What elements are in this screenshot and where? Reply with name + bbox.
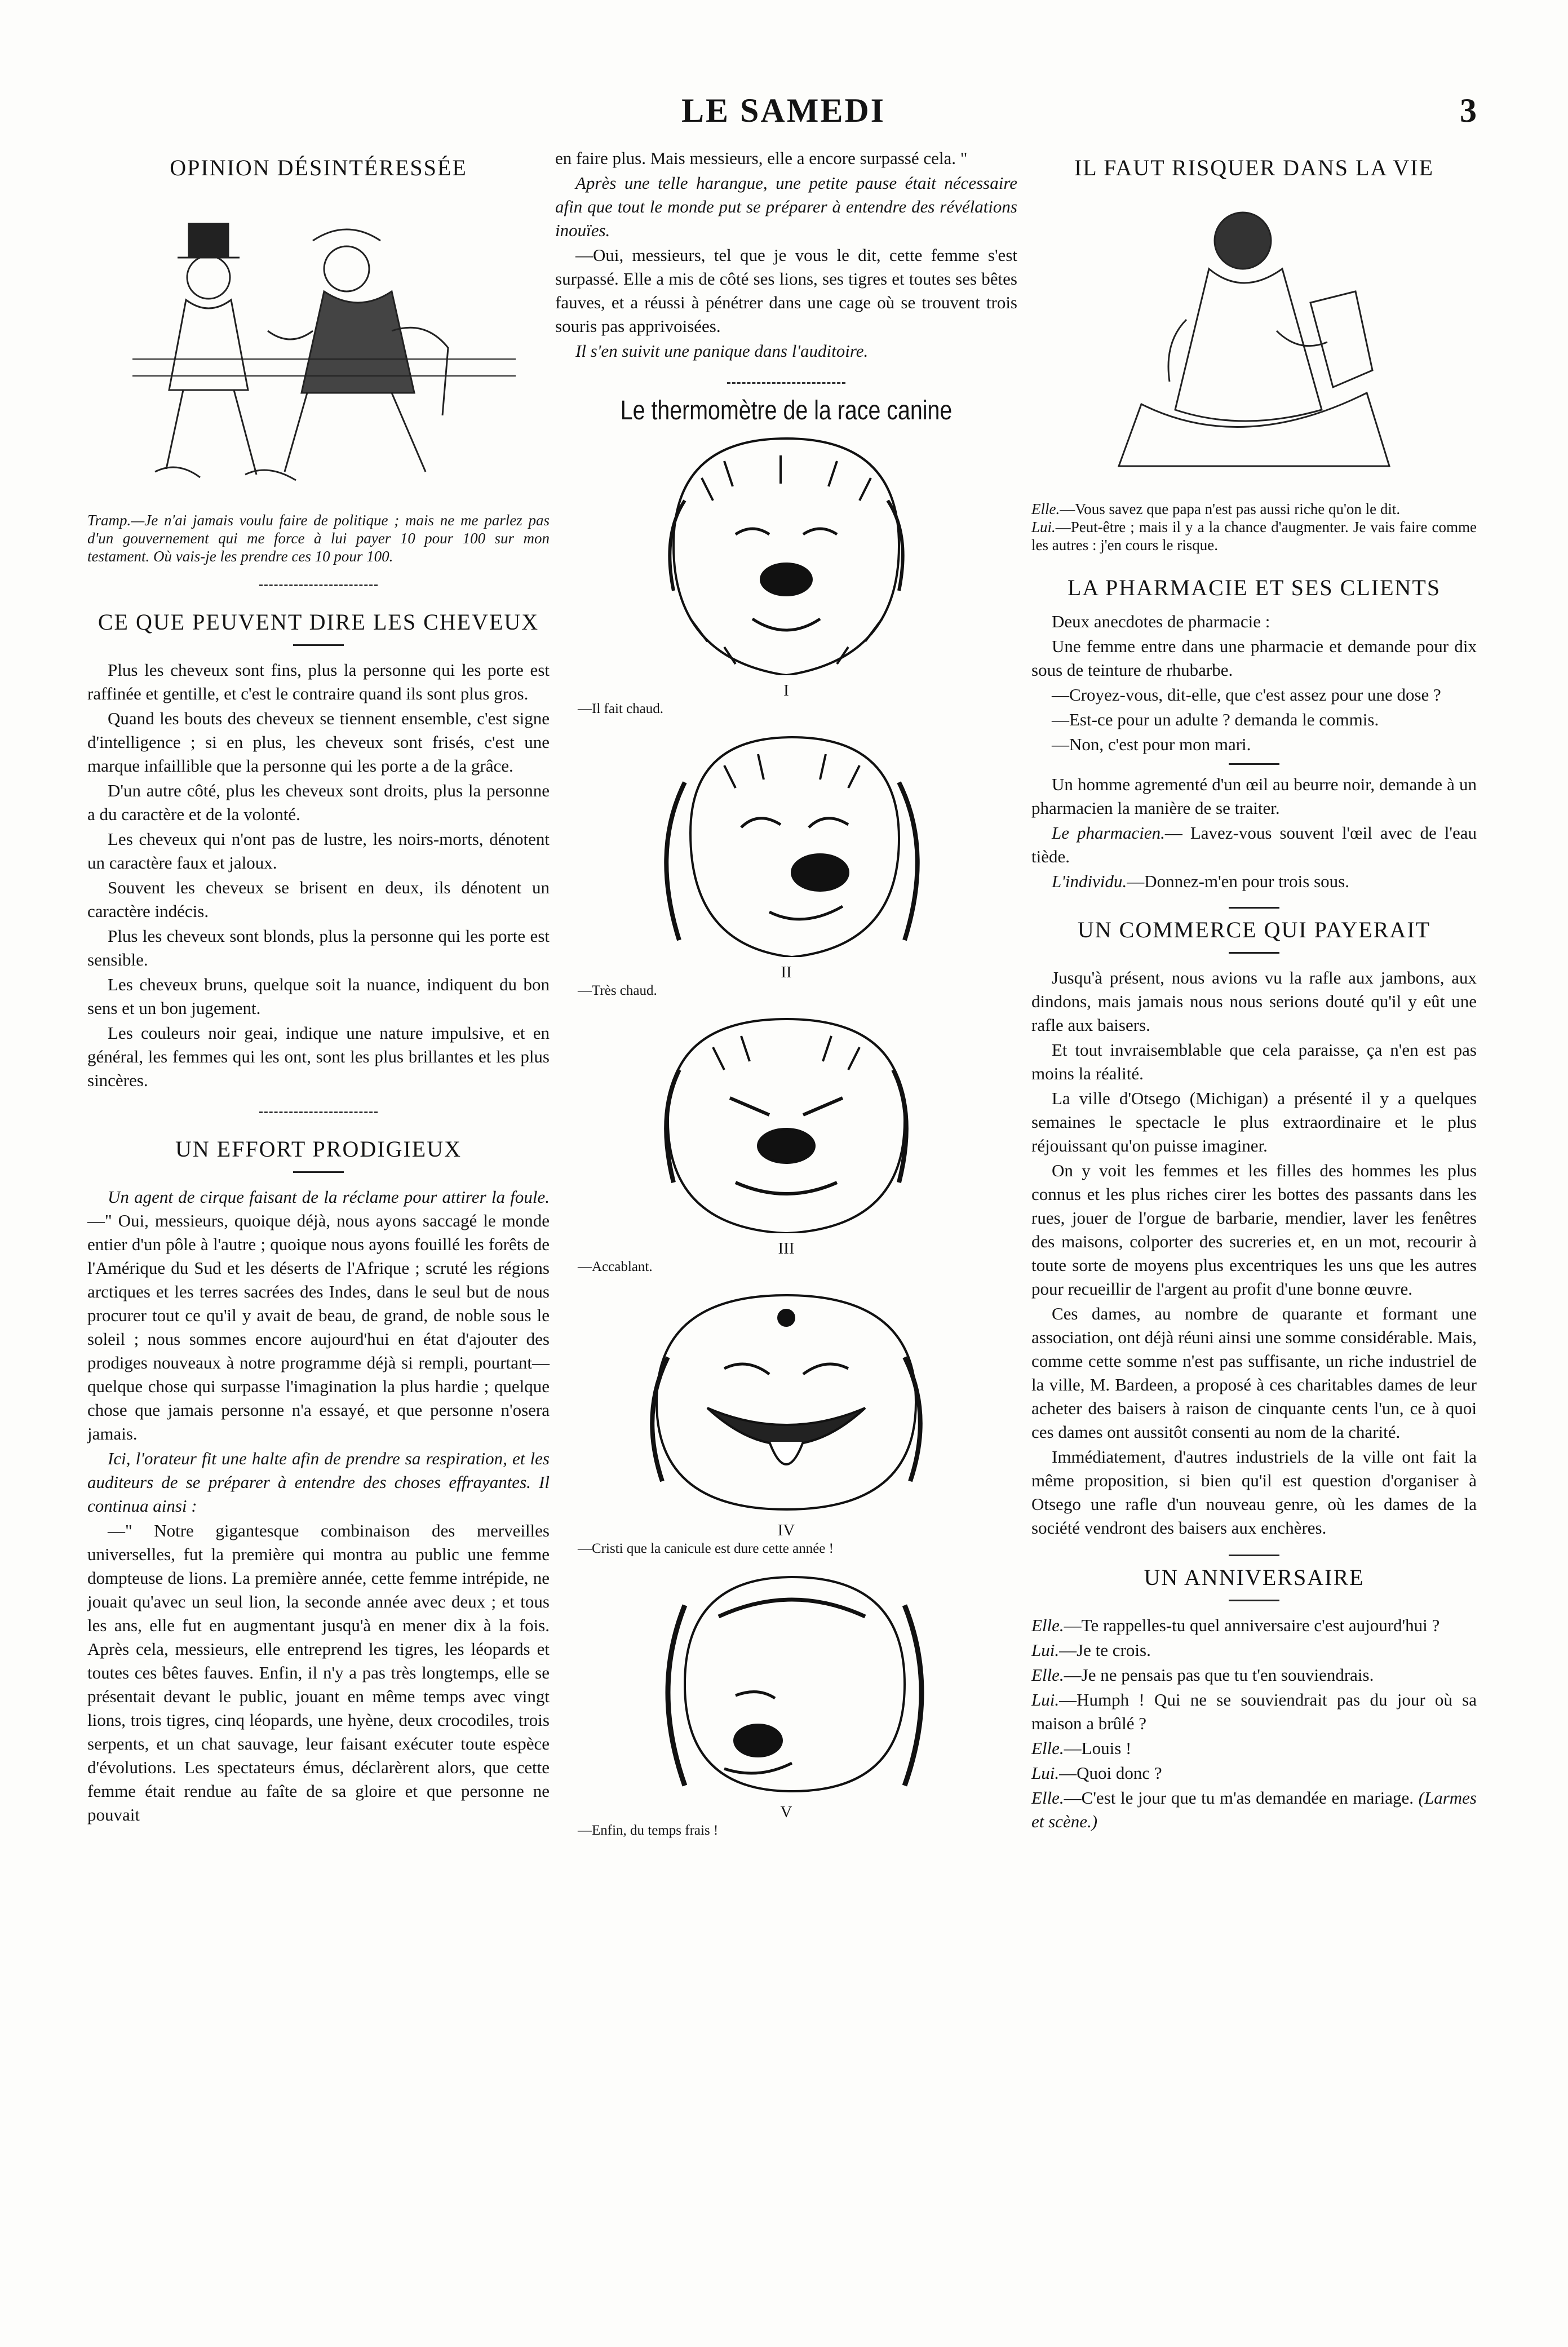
heading-cheveux: CE QUE PEUVENT DIRE LES CHEVEUX	[98, 609, 539, 635]
dog-caption: —Enfin, du temps frais !	[578, 1823, 719, 1838]
text: —Vous savez que papa n'est pas aussi riche qu'on le dit.	[1060, 501, 1401, 517]
paragraph: Jusqu'à présent, nous avions vu la rafle aux jambons, aux dindons, mais jamais nous nous serions douté qu'il y eût une rafle aux baisers.	[1031, 968, 1477, 1035]
newspaper-title: LE SAMEDI	[681, 92, 886, 129]
dog-panel-1	[555, 433, 1017, 717]
dog-caption: —Accablant.	[578, 1259, 653, 1274]
column-3	[1031, 147, 1477, 1835]
paragraph: La ville d'Otsego (Michigan) a présenté il y a quelques semaines le spectacle le plus extraordinaire et le plus réjouissant qu'on puisse imaginer.	[1031, 1088, 1477, 1155]
section-divider	[259, 1111, 378, 1113]
column-1	[87, 147, 550, 1828]
text: — Lavez-vous souvent l'œil avec de l'eau tiède.	[1031, 823, 1477, 866]
effort-article	[87, 1185, 550, 1827]
commerce-article	[1031, 966, 1477, 1540]
pharmacie-article	[1031, 610, 1477, 893]
paragraph: On y voit les femmes et les filles des hommes les plus connus et les plus riches cirer les bottes des passants dans les rues, jouer de l'orgue de barbarie, mendier, laver les fenêtres des maisons, colporter des sucreries et, en un mot, recourir à toute sorte de moyens plus excentriques les uns que les autres pour recueillir de l'argent au profit d'une bonne œuvre.	[1031, 1161, 1477, 1299]
speaker: Elle.	[1031, 1665, 1064, 1685]
paragraph: en faire plus. Mais messieurs, elle a encore surpassé cela. "	[555, 148, 968, 168]
dog-caption: —Cristi que la canicule est dure cette année !	[578, 1541, 834, 1556]
dog-numeral: I	[783, 681, 789, 699]
paragraph: Une femme entre dans une pharmacie et demande pour dix sous de teinture de rhubarbe.	[1031, 636, 1477, 680]
text: —Je ne pensais pas que tu t'en souviendrais.	[1064, 1665, 1374, 1685]
caption-line	[1031, 500, 1477, 518]
heading-risquer: IL FAUT RISQUER DANS LA VIE	[1074, 155, 1434, 180]
paragraph: Deux anecdotes de pharmacie :	[1052, 612, 1270, 631]
speaker: Lui.	[1031, 1690, 1060, 1710]
dialog-line	[1031, 1663, 1477, 1687]
dialog-line	[1031, 1614, 1477, 1637]
page-number: 3	[1460, 92, 1477, 129]
speaker: Elle.	[1031, 1615, 1064, 1635]
paragraph: Les cheveux qui n'ont pas de lustre, les noirs-morts, dénotent un caractère faux et jaloux.	[87, 829, 550, 873]
caption-line	[1031, 518, 1477, 554]
paragraph: —Oui, messieurs, tel que je vous le dit, cette femme s'est surpassé. Elle a mis de côté ses lions, ses tigres et toutes ses bêtes fauves, et a réussi à pénétrer dans une cage où se trouvent trois souris pas apprivoisées.	[555, 245, 1017, 336]
divider-rule	[1229, 907, 1279, 909]
speaker: L'individu.	[1052, 871, 1127, 891]
section-divider	[727, 382, 845, 384]
speaker: Le pharmacien.	[1052, 823, 1165, 843]
text: —Quoi donc ?	[1059, 1763, 1162, 1783]
dialog-line	[1031, 1761, 1477, 1785]
paragraph: Et tout invraisemblable que cela paraisse, ça n'en est pas moins la réalité.	[1031, 1040, 1477, 1083]
dog-face-4	[555, 1290, 1017, 1515]
anniversaire-dialog	[1031, 1614, 1477, 1834]
risquer-caption	[1031, 500, 1477, 554]
paragraph: Plus les cheveux sont fins, plus la personne qui les porte est raffinée et gentille, et c'est le contraire quand ils sont plus gros.	[87, 660, 550, 703]
dialog-line	[1031, 1639, 1477, 1662]
heading-commerce: UN COMMERCE QUI PAYERAIT	[1077, 917, 1431, 942]
paragraph	[87, 1185, 550, 1446]
paragraph: Plus les cheveux sont blonds, plus la personne qui les porte est sensible.	[87, 926, 550, 969]
divider-rule	[1229, 1555, 1279, 1556]
dog-numeral: IV	[777, 1521, 795, 1539]
dog-numeral: V	[780, 1803, 792, 1821]
dog-caption: —Très chaud.	[578, 983, 657, 998]
tramp-caption	[87, 511, 550, 565]
heading-pharmacie: LA PHARMACIE ET SES CLIENTS	[1067, 575, 1441, 600]
paragraph: Ici, l'orateur fit une halte afin de prendre sa respiration, et les auditeurs de se préparer à entendre des choses effrayantes. Il continua ainsi :	[87, 1449, 550, 1516]
tramp-caption-text: Tramp.—Je n'ai jamais voulu faire de politique ; mais ne me parlez pas d'un gouvernement qui me force à lui payer 10 pour 100 sur mon testament. Où vais-je les prendre ces 10 pour 100.	[87, 512, 550, 565]
dog-numeral: III	[778, 1239, 795, 1257]
dog-panel-4	[555, 1290, 1017, 1557]
text: —Peut-être ; mais il y a la chance d'augmenter. Je vais faire comme les autres : j'en cours le risque.	[1031, 519, 1477, 553]
dialog-line	[1031, 1688, 1477, 1735]
paragraph: Immédiatement, d'autres industriels de la ville ont fait la même proposition, si bien qu'il est question d'organiser à Otsego une rafle d'un nouveau genre, où les dames de la société vendront des baisers aux enchères.	[1031, 1447, 1477, 1538]
heading-opinion: OPINION DÉSINTÉRESSÉE	[170, 155, 467, 180]
paragraph: —" Notre gigantesque combinaison des merveilles universelles, fut la première qui montra au public une femme dompteuse de lions. La première année, cette femme intrépide, ne jouait qu'avec un seul lion, la seconde année avec deux ; et tous les ans, elle fut en augmentant jusqu'à en mener dix à la fois. Après cela, messieurs, elle entreprend les tigres, les léopards et toutes ces bêtes fauves. Enfin, il n'y a pas très longtemps, elle se présentait devant le public, jouant en même temps avec vingt lions, trois tigres, cinq léopards, une hyène, deux crocodiles, trois serpents, et un chat sauvage, leur faisant exécuter toute espèce d'évolutions. Les spectateurs émus, déclarèrent alors, que cette femme était rendue au faîte de sa gloire et que personne ne pouvait	[87, 1521, 550, 1825]
text: —Donnez-m'en pour trois sous.	[1127, 871, 1349, 891]
speaker: Elle.	[1031, 1788, 1064, 1808]
text: —C'est le jour que tu m'as demandée en mariage.	[1064, 1788, 1419, 1808]
divider-rule	[1229, 763, 1279, 765]
column-2	[555, 147, 1017, 1853]
dog-numeral: II	[781, 963, 792, 981]
heading-rule	[1229, 1600, 1279, 1601]
dog-face-2	[555, 732, 1017, 957]
paragraph: Il s'en suivit une panique dans l'auditoire.	[575, 341, 869, 361]
speaker: Elle.	[1031, 501, 1060, 517]
heading-effort: UN EFFORT PRODIGIEUX	[175, 1136, 462, 1162]
cheveux-article	[87, 658, 550, 1092]
dog-face-5	[555, 1571, 1017, 1797]
dog-panel-3	[555, 1013, 1017, 1275]
text: —Te rappelles-tu quel anniversaire c'est aujourd'hui ?	[1064, 1615, 1440, 1635]
paragraph: Un homme agrementé d'un œil au beurre noir, demande à un pharmacien la manière de se traiter.	[1031, 774, 1477, 818]
heading-rule	[293, 1171, 344, 1173]
dog-face-3	[555, 1013, 1017, 1233]
dialog-line	[1031, 1786, 1477, 1834]
paragraph	[1031, 870, 1477, 893]
stage-direction: (Larmes et scène.)	[1031, 1788, 1477, 1831]
heading-rule	[293, 644, 344, 646]
dog-panel-5	[555, 1571, 1017, 1839]
paragraph: Les couleurs noir geai, indique une nature impulsive, et en général, les femmes qui les ont, sont les plus brillantes et les plus sincères.	[87, 1023, 550, 1090]
paragraph: —Non, c'est pour mon mari.	[1052, 734, 1251, 754]
tramp-illustration	[121, 190, 516, 506]
dialog-line	[1031, 1737, 1477, 1760]
heading-thermometre: Le thermomètre de la race canine	[620, 396, 953, 426]
dog-caption: —Il fait chaud.	[578, 701, 664, 716]
paragraph: Après une telle harangue, une petite pause était nécessaire afin que tout le monde put se préparer à entendre des révélations inouïes.	[555, 173, 1017, 240]
paragraph: Quand les bouts des cheveux se tiennent ensemble, c'est signe d'intelligence ; si en plus, les cheveux sont frisés, c'est une marque infaillible que la personne qui les porte a de la grâce.	[87, 708, 550, 776]
paragraph: D'un autre côté, plus les cheveux sont droits, plus la personne a du caractère et de la volonté.	[87, 781, 550, 824]
section-divider	[259, 584, 378, 586]
dog-face-1	[555, 433, 1017, 675]
heading-anniversaire: UN ANNIVERSAIRE	[1144, 1565, 1365, 1590]
text: —Je te crois.	[1059, 1640, 1151, 1660]
speaker: Lui.	[1031, 519, 1056, 535]
italic-text: Un agent de cirque faisant de la réclame pour attirer la foule.	[108, 1187, 550, 1207]
paragraph: Ces dames, au nombre de quarante et formant une association, ont déjà réuni ainsi une somme considérable. Mais, comme cette somme n'est pas suffisante, un riche industriel de la ville, M. Bardeen, a proposé à ces charitables dames de leur acheter des baisers à raison de cinquante cents l'un, ce à quoi ces dames ont aussitôt consenti au nom de la charité.	[1031, 1304, 1477, 1442]
speaker: Lui.	[1031, 1640, 1060, 1660]
text: —Louis !	[1064, 1738, 1132, 1758]
text: —" Oui, messieurs, quoique déjà, nous ayons saccagé le monde entier d'un pôle à l'autre ; quoique nous ayons fouillé les forêts de l'Amérique du Sud et les déserts de l'Afrique ; scruté les régions arctiques et les terres sacrées des Indes, dans le seul but de nous procurer tout ce qu'il y avait de beau, de grand, de noble sous le soleil ; nous sommes encore aujourd'hui en état d'ajouter des prodiges nouveaux à notre programme déjà si rempli, pourtant—quelque chose qui surpasse l'imagination la plus hardie ; quelque chose que jamais personne n'a essayé, et que personne n'osera jamais.	[87, 1211, 550, 1443]
paragraph: Les cheveux bruns, quelque soit la nuance, indiquent du bon sens et un bon jugement.	[87, 975, 550, 1018]
speaker: Lui.	[1031, 1763, 1060, 1783]
heading-rule	[1229, 952, 1279, 954]
paragraph: Souvent les cheveux se brisent en deux, ils dénotent un caractère indécis.	[87, 878, 550, 921]
paragraph: —Est-ce pour un adulte ? demanda le commis.	[1052, 710, 1379, 729]
masthead	[90, 85, 1477, 147]
couple-illustration	[1108, 190, 1401, 494]
paragraph	[1031, 821, 1477, 869]
speaker: Elle.	[1031, 1738, 1064, 1758]
dog-panel-2	[555, 732, 1017, 999]
text: —Humph ! Qui ne se souviendrait pas du jour où sa maison a brûlé ?	[1031, 1690, 1477, 1733]
paragraph: —Croyez-vous, dit-elle, que c'est assez pour une dose ?	[1052, 685, 1441, 705]
